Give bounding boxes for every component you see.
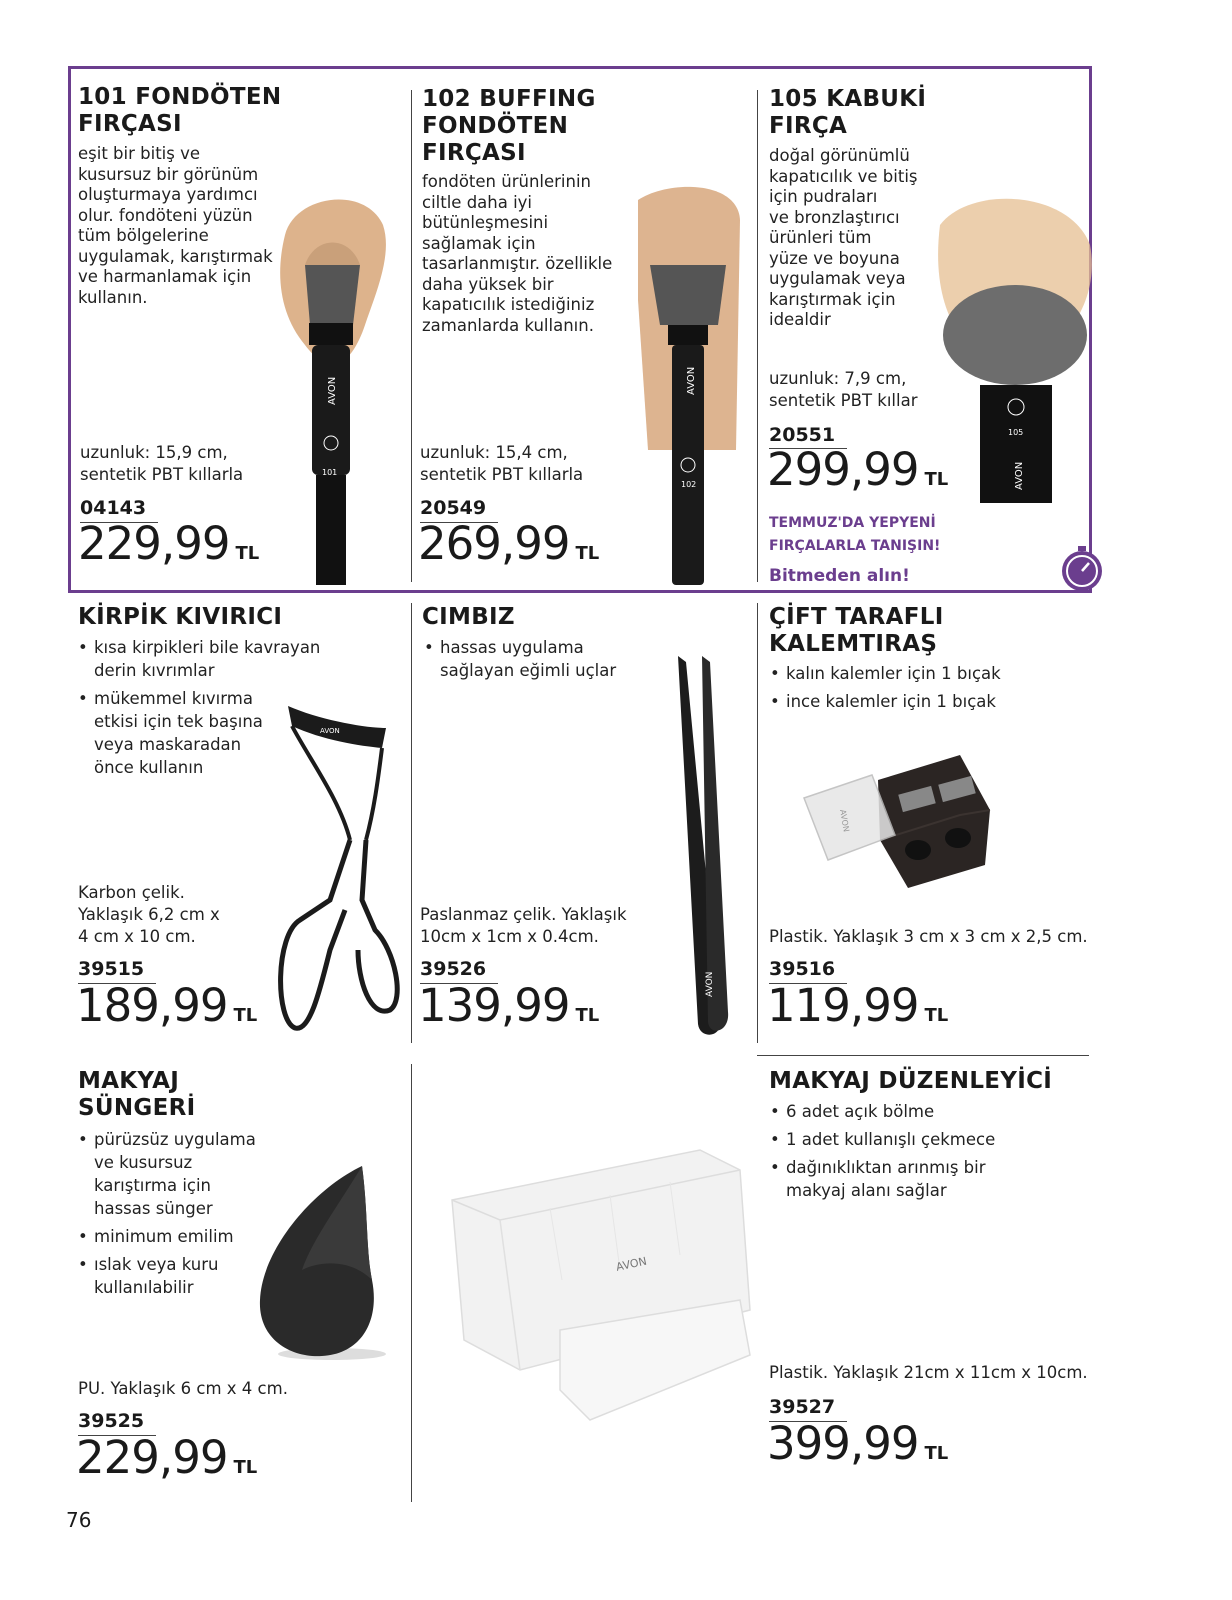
product-spec: PU. Yaklaşık 6 cm x 4 cm. xyxy=(78,1379,288,1398)
product-features xyxy=(770,1100,1070,1207)
product-code: 39515 xyxy=(78,958,145,980)
eyelash-curler-image xyxy=(270,700,410,1035)
row-divider xyxy=(757,1055,1089,1056)
feature-item: • minimum emilim xyxy=(78,1225,278,1248)
buffing-brush-102-image xyxy=(628,180,748,585)
feature-item: • dağınıklıktan arınmış bir makyaj alanı sağlar xyxy=(770,1156,1070,1202)
product-title: ÇİFT TARAFLI KALEMTIRAŞ xyxy=(769,604,944,657)
product-price: 139,99 TL xyxy=(418,979,600,1032)
column-divider xyxy=(411,90,412,582)
product-price: 229,99 TL xyxy=(76,1431,258,1484)
product-title: MAKYAJ SÜNGERİ xyxy=(78,1068,196,1121)
foundation-brush-101-image xyxy=(265,185,400,585)
product-spec: Karbon çelik. Yaklaşık 6,2 cm x 4 cm x 10 cm. xyxy=(78,883,220,946)
product-code: 04143 xyxy=(80,497,147,519)
column-divider xyxy=(757,603,758,1043)
product-title: MAKYAJ DÜZENLEYİCİ xyxy=(769,1068,1053,1094)
product-price: 399,99 TL xyxy=(767,1417,949,1470)
column-divider xyxy=(411,1064,412,1502)
kabuki-brush-105-image xyxy=(930,185,1100,510)
brush-number: 101 xyxy=(322,468,338,477)
product-description: fondöten ürünlerinin ciltle daha iyi bütünleşmesini sağlamak için tasarlanmıştır. özellikle daha yüksek bir kapatıcılık istediğiniz zamanlarda kullanın. xyxy=(422,172,613,335)
product-code: 39525 xyxy=(78,1410,145,1432)
tweezers-image xyxy=(670,652,740,1042)
product-spec: Plastik. Yaklaşık 21cm x 11cm x 10cm. xyxy=(769,1363,1088,1382)
sharpener-image xyxy=(800,750,995,890)
stopwatch-icon xyxy=(1058,545,1106,593)
brush-number: 105 xyxy=(1008,428,1024,437)
product-features xyxy=(78,1128,278,1304)
product-code: 39516 xyxy=(769,958,836,980)
product-code: 39526 xyxy=(420,958,487,980)
product-price: 229,99 TL xyxy=(78,517,260,570)
product-code: 20551 xyxy=(769,424,836,446)
product-description: eşit bir bitiş ve kusursuz bir görünüm oluşturmaya yardımcı olur. fondöteni yüzün tüm bölgelerine uygulamak, karıştırmak ve harmanlamak için kullanın. xyxy=(78,144,273,307)
brand-logo-text: AVON xyxy=(327,376,338,405)
product-spec: Plastik. Yaklaşık 3 cm x 3 cm x 2,5 cm. xyxy=(769,927,1088,946)
product-title: 102 BUFFING FONDÖTEN FIRÇASI xyxy=(422,86,596,166)
brand-logo-text: AVON xyxy=(320,727,340,735)
brand-logo-text: AVON xyxy=(614,1254,648,1274)
product-title: KİRPİK KIVIRICI xyxy=(78,604,283,630)
product-spec: uzunluk: 15,4 cm, sentetik PBT kıllarla xyxy=(420,443,584,484)
feature-item: • 1 adet kullanışlı çekmece xyxy=(770,1128,1070,1151)
feature-item: • kalın kalemler için 1 bıçak xyxy=(770,662,1080,685)
feature-item: • 6 adet açık bölme xyxy=(770,1100,1070,1123)
product-code: 39527 xyxy=(769,1396,836,1418)
brand-logo-text: AVON xyxy=(705,971,715,997)
feature-item: • pürüzsüz uygulama ve kusursuz karıştırma için hassas sünger xyxy=(78,1128,278,1220)
column-divider xyxy=(757,90,758,582)
promo-text: TEMMUZ'DA YEPYENİ FIRÇALARLA TANIŞIN! xyxy=(769,515,941,554)
product-features xyxy=(424,636,644,687)
product-spec: uzunluk: 7,9 cm, sentetik PBT kıllar xyxy=(769,369,918,410)
product-price: 269,99 TL xyxy=(418,517,600,570)
brush-number: 102 xyxy=(681,480,697,489)
product-price: 299,99 TL xyxy=(767,443,949,496)
feature-item: • ıslak veya kuru kullanılabilir xyxy=(78,1253,278,1299)
product-title: CIMBIZ xyxy=(422,604,515,630)
product-title: 105 KABUKİ FIRÇA xyxy=(769,86,927,139)
column-divider xyxy=(411,603,412,1043)
makeup-sponge-image xyxy=(252,1160,392,1365)
product-description: doğal görünümlü kapatıcılık ve bitiş için pudraları ve bronzlaştırıcı ürünleri tüm yüze ve boyuna uygulamak veya karıştırmak için idealdir xyxy=(769,146,918,329)
product-features xyxy=(770,662,1080,718)
product-code: 20549 xyxy=(420,497,487,519)
brand-logo-text: AVON xyxy=(838,808,851,833)
product-price: 189,99 TL xyxy=(76,979,258,1032)
feature-item: • mükemmel kıvırma etkisi için tek başına veya maskaradan önce kullanın xyxy=(78,687,358,779)
brand-logo-text: AVON xyxy=(686,366,697,395)
makeup-organizer-image xyxy=(440,1140,760,1425)
product-price: 119,99 TL xyxy=(767,979,949,1032)
product-title: 101 FONDÖTEN FIRÇASI xyxy=(78,84,282,137)
page-number: 76 xyxy=(66,1508,92,1532)
product-spec: Paslanmaz çelik. Yaklaşık 10cm x 1cm x 0.4cm. xyxy=(420,905,627,946)
product-spec: uzunluk: 15,9 cm, sentetik PBT kıllarla xyxy=(80,443,244,484)
feature-item: • kısa kirpikleri bile kavrayan derin kıvrımlar xyxy=(78,636,358,682)
feature-item: • ince kalemler için 1 bıçak xyxy=(770,690,1080,713)
feature-item: • hassas uygulama sağlayan eğimli uçlar xyxy=(424,636,644,682)
promo-cta[interactable]: Bitmeden alın! xyxy=(769,566,910,586)
brand-logo-text: AVON xyxy=(1014,461,1025,490)
